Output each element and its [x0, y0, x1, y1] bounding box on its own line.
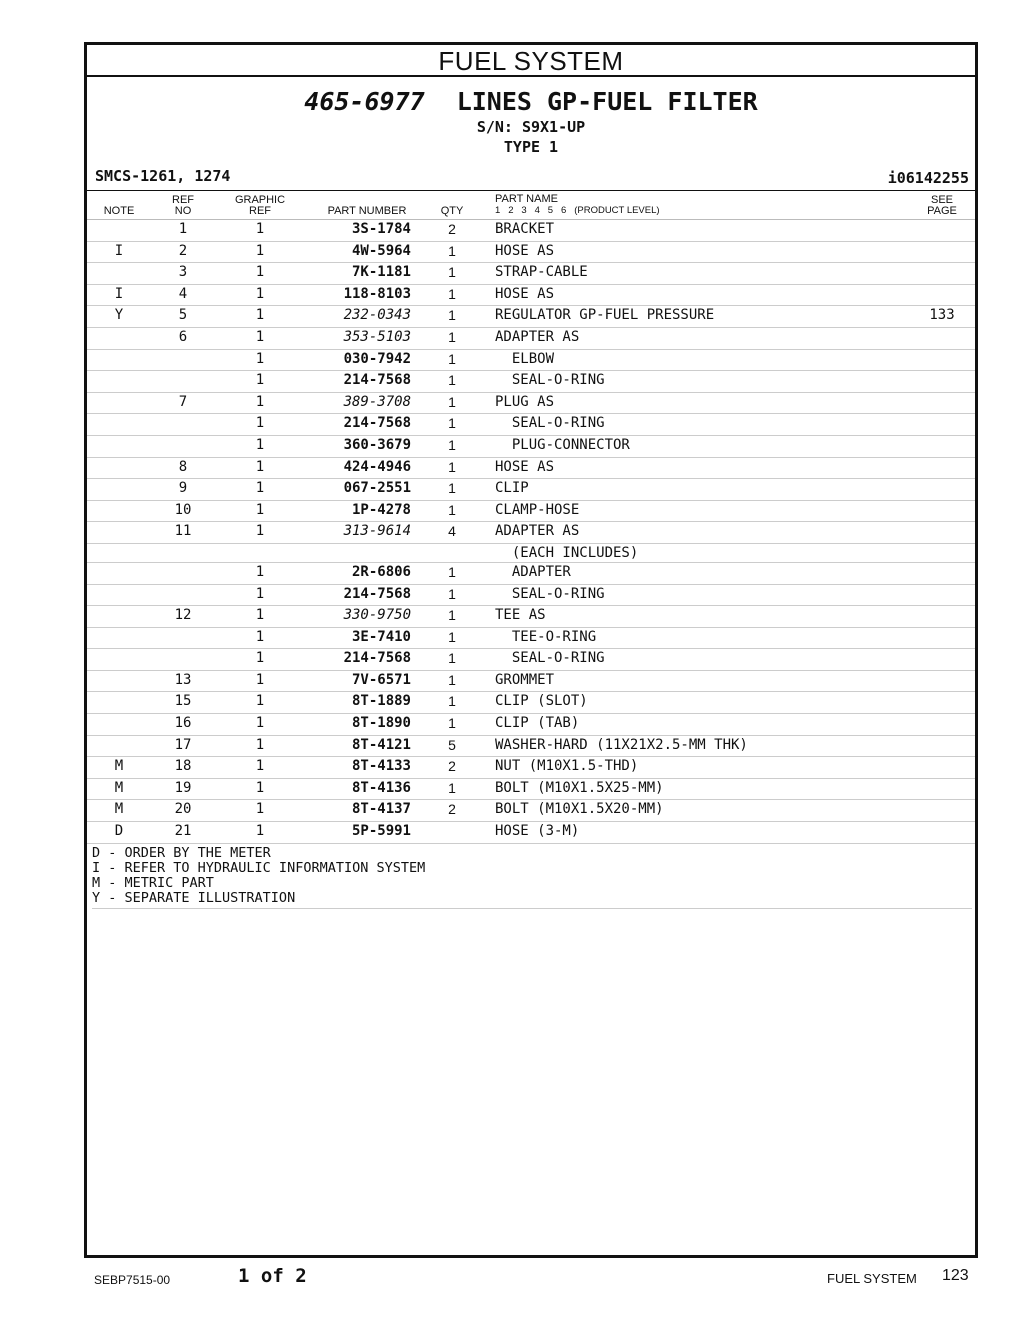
qty-cell: 1	[448, 393, 456, 410]
table-row	[87, 371, 975, 393]
table-row	[87, 501, 975, 523]
ref-no-cell: 2	[178, 242, 188, 259]
graphic-ref-cell: 1	[255, 628, 265, 645]
part-number-cell: 8T-4137	[351, 801, 411, 818]
col-note: NOTE	[103, 205, 135, 217]
table-row	[87, 414, 975, 436]
footer-page-number: 123	[942, 1267, 969, 1284]
part-name-cell: SEAL-O-RING	[495, 585, 605, 602]
qty-cell: 1	[448, 585, 456, 602]
graphic-ref-cell: 1	[255, 328, 265, 345]
qty-cell: 1	[448, 650, 456, 667]
ref-no-cell: 4	[178, 285, 188, 302]
table-row	[87, 479, 975, 501]
ref-no-cell: 6	[178, 328, 188, 345]
ref-no-cell: 12	[174, 607, 192, 624]
table-row	[87, 736, 975, 758]
graphic-ref-cell: 1	[255, 221, 265, 237]
ref-no-cell: 18	[174, 758, 192, 775]
qty-cell: 2	[448, 758, 456, 775]
qty-cell: 1	[448, 415, 456, 432]
graphic-ref-cell: 1	[255, 693, 265, 710]
table-row	[87, 563, 975, 585]
footer-section: FUEL SYSTEM	[827, 1271, 917, 1286]
parts-table	[87, 220, 975, 844]
part-name-cell: WASHER-HARD (11X21X2.5-MM THK)	[495, 736, 748, 753]
group-name: LINES GP-FUEL FILTER	[456, 87, 758, 116]
ref-no-cell: 1	[178, 221, 188, 237]
part-name-cell: ADAPTER AS	[495, 523, 580, 540]
serial-range: S/N: S9X1-UP	[476, 118, 586, 136]
smcs-code: SMCS-1261, 1274	[95, 167, 231, 185]
part-name-cell: BOLT (M10X1.5X25-MM)	[495, 779, 664, 796]
graphic-ref-cell: 1	[255, 480, 265, 497]
part-name-cell: ADAPTER AS	[495, 328, 580, 345]
part-name-cell: SEAL-O-RING	[495, 415, 605, 432]
table-row	[87, 628, 975, 650]
note-line: M - METRIC PART	[92, 875, 214, 891]
qty-cell: 1	[448, 350, 456, 367]
part-name-cell: HOSE AS	[495, 285, 555, 302]
part-number-cell: 424-4946	[343, 458, 411, 475]
part-number-cell: 353-5103	[343, 328, 411, 345]
illustration-id: i06142255	[887, 169, 969, 187]
graphic-ref-cell: 1	[255, 307, 265, 324]
part-number-cell: 389-3708	[343, 393, 411, 410]
column-headers	[87, 193, 975, 220]
col-graphic-ref-top: GRAPHIC	[234, 194, 286, 206]
table-row	[87, 458, 975, 480]
graphic-ref-cell: 1	[255, 501, 265, 518]
qty-cell: 4	[448, 523, 456, 540]
table-row	[87, 242, 975, 264]
col-see-page-top: SEE	[930, 194, 953, 206]
group-part-number: 465-6977	[304, 87, 425, 116]
note-cell: M	[114, 758, 124, 775]
part-name-cell: CLIP	[495, 480, 529, 497]
table-row	[87, 544, 975, 563]
graphic-ref-cell: 1	[255, 436, 265, 453]
part-number-cell: 3S-1784	[351, 221, 411, 237]
part-number-cell: 030-7942	[343, 350, 411, 367]
section-title: FUEL SYSTEM	[87, 45, 975, 77]
table-row	[87, 263, 975, 285]
table-row	[87, 779, 975, 801]
graphic-ref-cell: 1	[255, 523, 265, 540]
graphic-ref-cell: 1	[255, 563, 265, 580]
graphic-ref-cell: 1	[255, 607, 265, 624]
ref-no-cell: 5	[178, 307, 188, 324]
part-number-cell: 214-7568	[343, 650, 411, 667]
qty-cell: 1	[448, 372, 456, 389]
ref-no-cell: 8	[178, 458, 188, 475]
page-footer	[0, 1265, 1020, 1295]
ref-no-cell: 21	[174, 823, 192, 840]
part-number-cell: 313-9614	[343, 523, 411, 540]
part-name-cell: HOSE (3-M)	[495, 823, 580, 840]
group-header	[87, 77, 975, 156]
table-row	[87, 393, 975, 415]
col-ref-no-bottom: NO	[174, 205, 192, 217]
note-line: D - ORDER BY THE METER	[92, 845, 271, 861]
qty-cell: 1	[448, 242, 456, 259]
notes-legend	[92, 846, 972, 909]
qty-cell: 1	[448, 501, 456, 518]
ref-no-cell: 15	[174, 693, 192, 710]
part-number-cell: 232-0343	[343, 307, 411, 324]
col-part-name: PART NAME	[495, 193, 558, 205]
part-number-cell: 3E-7410	[351, 628, 411, 645]
graphic-ref-cell: 1	[255, 671, 265, 688]
table-row	[87, 306, 975, 328]
table-row	[87, 522, 975, 544]
part-number-cell: 8T-4121	[351, 736, 411, 753]
part-number-cell: 8T-4136	[351, 779, 411, 796]
part-name-cell: (EACH INCLUDES)	[495, 544, 639, 561]
note-cell: I	[114, 242, 124, 259]
ref-no-cell: 10	[174, 501, 192, 518]
qty-cell: 5	[448, 736, 456, 753]
qty-cell: 1	[448, 328, 456, 345]
qty-cell: 1	[448, 779, 456, 796]
qty-cell: 1	[448, 671, 456, 688]
part-number-cell: 214-7568	[343, 585, 411, 602]
graphic-ref-cell: 1	[255, 758, 265, 775]
ref-no-cell: 3	[178, 264, 188, 281]
graphic-ref-cell: 1	[255, 285, 265, 302]
qty-cell: 1	[448, 264, 456, 281]
ref-no-cell: 17	[174, 736, 192, 753]
part-number-cell: 067-2551	[343, 480, 411, 497]
part-number-cell: 7K-1181	[351, 264, 411, 281]
part-name-cell: REGULATOR GP-FUEL PRESSURE	[495, 307, 715, 324]
note-cell: D	[114, 823, 124, 840]
qty-cell: 2	[448, 801, 456, 818]
qty-cell: 1	[448, 458, 456, 475]
graphic-ref-cell: 1	[255, 372, 265, 389]
part-number-cell: 7V-6571	[351, 671, 411, 688]
note-cell: Y	[114, 307, 124, 324]
graphic-ref-cell: 1	[255, 264, 265, 281]
group-type: TYPE 1	[503, 138, 559, 156]
graphic-ref-cell: 1	[255, 823, 265, 840]
part-name-cell: NUT (M10X1.5-THD)	[495, 758, 639, 775]
qty-cell: 1	[448, 607, 456, 624]
table-row	[87, 585, 975, 607]
qty-cell: 1	[448, 628, 456, 645]
graphic-ref-cell: 1	[255, 779, 265, 796]
part-name-cell: CLIP (TAB)	[495, 715, 580, 732]
col-product-levels: 1 2 3 4 5 6 (PRODUCT LEVEL)	[495, 205, 660, 216]
table-row	[87, 220, 975, 242]
note-cell: M	[114, 801, 124, 818]
part-name-cell: SEAL-O-RING	[495, 372, 605, 389]
graphic-ref-cell: 1	[255, 585, 265, 602]
note-line: I - REFER TO HYDRAULIC INFORMATION SYSTEM	[92, 860, 426, 876]
group-title	[87, 87, 975, 116]
qty-cell: 1	[448, 563, 456, 580]
qty-cell: 2	[448, 221, 456, 237]
part-number-cell: 1P-4278	[351, 501, 411, 518]
ref-no-cell: 16	[174, 715, 192, 732]
qty-cell: 1	[448, 693, 456, 710]
ref-no-cell: 19	[174, 779, 192, 796]
part-name-cell: GROMMET	[495, 671, 555, 688]
qty-cell: 1	[448, 715, 456, 732]
col-ref-no-top: REF	[172, 194, 194, 206]
table-row	[87, 757, 975, 779]
table-row	[87, 822, 975, 844]
part-number-cell: 118-8103	[343, 285, 411, 302]
part-number-cell: 8T-1889	[351, 693, 411, 710]
part-number-cell: 5P-5991	[351, 823, 411, 840]
graphic-ref-cell: 1	[255, 458, 265, 475]
note-cell: M	[114, 779, 124, 796]
footer-page-of: 1 of 2	[238, 1265, 307, 1287]
part-name-cell: HOSE AS	[495, 242, 555, 259]
col-see-page-bottom: PAGE	[927, 205, 957, 217]
part-name-cell: PLUG-CONNECTOR	[495, 436, 630, 453]
part-name-cell: BOLT (M10X1.5X20-MM)	[495, 801, 664, 818]
col-graphic-ref-bottom: REF	[249, 205, 271, 217]
page-frame	[84, 42, 978, 1258]
table-row	[87, 606, 975, 628]
graphic-ref-cell: 1	[255, 415, 265, 432]
graphic-ref-cell: 1	[255, 242, 265, 259]
part-name-cell: CLIP (SLOT)	[495, 693, 588, 710]
part-name-cell: BRACKET	[495, 221, 555, 237]
part-number-cell: 360-3679	[343, 436, 411, 453]
graphic-ref-cell: 1	[255, 715, 265, 732]
note-cell: I	[114, 285, 124, 302]
part-number-cell: 214-7568	[343, 372, 411, 389]
part-name-cell: ELBOW	[495, 350, 555, 367]
ref-no-cell: 13	[174, 671, 192, 688]
table-row	[87, 671, 975, 693]
part-name-cell: TEE-O-RING	[495, 628, 597, 645]
qty-cell: 1	[448, 307, 456, 324]
ref-no-cell: 20	[174, 801, 192, 818]
col-part-number: PART NUMBER	[327, 205, 407, 217]
note-line: Y - SEPARATE ILLUSTRATION	[92, 890, 296, 906]
see-page-cell: 133	[929, 307, 955, 324]
graphic-ref-cell: 1	[255, 736, 265, 753]
footer-doc-id: SEBP7515-00	[94, 1273, 171, 1287]
table-row	[87, 436, 975, 458]
graphic-ref-cell: 1	[255, 801, 265, 818]
graphic-ref-cell: 1	[255, 393, 265, 410]
qty-cell: 1	[448, 285, 456, 302]
table-row	[87, 350, 975, 372]
table-row	[87, 285, 975, 307]
table-row	[87, 800, 975, 822]
part-name-cell: ADAPTER	[495, 563, 571, 580]
graphic-ref-cell: 1	[255, 650, 265, 667]
part-number-cell: 2R-6806	[351, 563, 411, 580]
header-divider	[87, 190, 975, 191]
part-name-cell: PLUG AS	[495, 393, 555, 410]
ref-no-cell: 11	[174, 523, 192, 540]
part-number-cell: 330-9750	[343, 607, 411, 624]
part-number-cell: 214-7568	[343, 415, 411, 432]
part-number-cell: 8T-4133	[351, 758, 411, 775]
col-qty: QTY	[440, 205, 464, 217]
part-number-cell: 8T-1890	[351, 715, 411, 732]
part-name-cell: CLAMP-HOSE	[495, 501, 580, 518]
table-row	[87, 692, 975, 714]
graphic-ref-cell: 1	[255, 350, 265, 367]
table-row	[87, 328, 975, 350]
part-name-cell: SEAL-O-RING	[495, 650, 605, 667]
part-name-cell: STRAP-CABLE	[495, 264, 588, 281]
part-name-cell: TEE AS	[495, 607, 546, 624]
part-number-cell: 4W-5964	[351, 242, 411, 259]
part-name-cell: HOSE AS	[495, 458, 555, 475]
table-row	[87, 714, 975, 736]
ref-no-cell: 9	[178, 480, 188, 497]
qty-cell: 1	[448, 480, 456, 497]
qty-cell: 1	[448, 436, 456, 453]
table-row	[87, 649, 975, 671]
ref-no-cell: 7	[178, 393, 188, 410]
